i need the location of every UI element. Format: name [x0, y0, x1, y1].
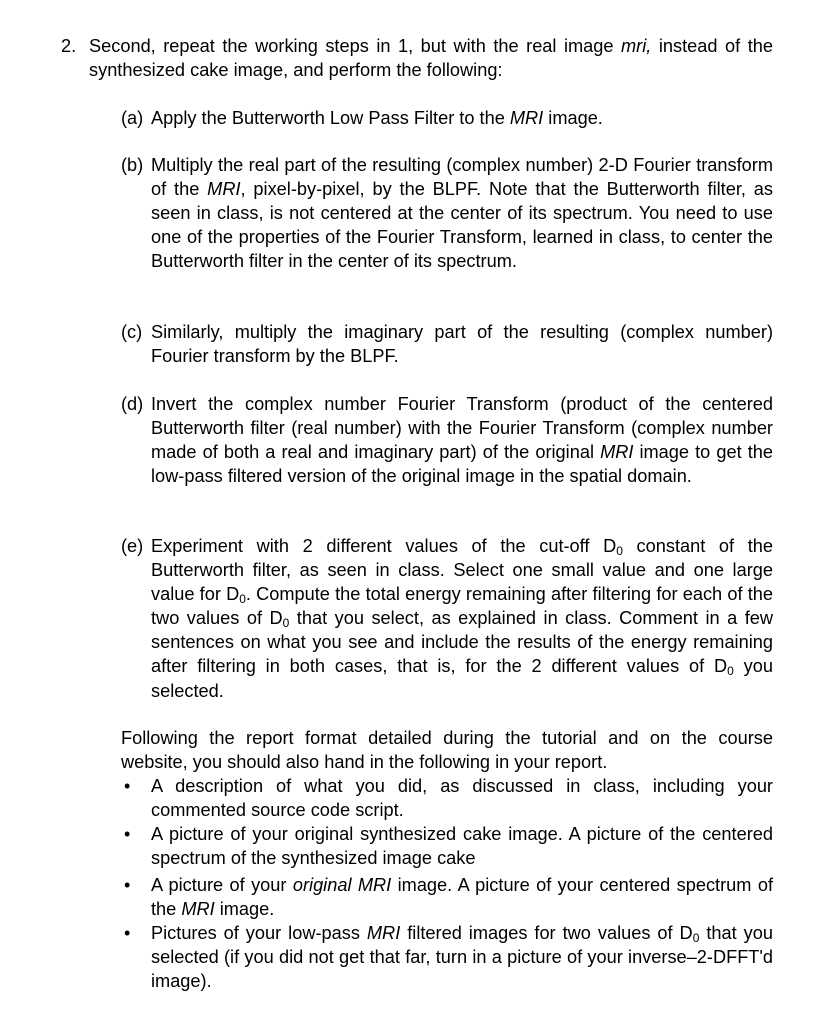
list-item: [121, 774, 773, 822]
part-d: [121, 392, 773, 488]
bullet-icon: •: [124, 923, 131, 943]
bullet-icon: •: [124, 776, 131, 796]
mri-term: mri,: [621, 36, 652, 56]
list-item-text: A picture of your original synthesized cake image. A picture of the centered spectrum of the synthesized image cake: [151, 824, 773, 869]
list-item: [121, 873, 773, 921]
question-number: 2.: [61, 36, 77, 56]
part-c: [121, 320, 773, 368]
mri-term: MRI: [600, 442, 634, 463]
part-a: [121, 106, 773, 130]
bullet-icon: •: [124, 875, 131, 895]
list-item-text: A description of what you did, as discussed in class, including your commented source code script.: [151, 776, 773, 821]
report-intro: Following the report format detailed during the tutorial and on the course website, you should also hand in the following in your report.: [121, 728, 773, 773]
part-label: (b): [121, 155, 144, 175]
part-text: Invert the complex number Fourier Transform (product of the centered Butterworth filter (real number) with the Fourier Transform (complex number made of both a real and imaginary part) of the original MRI image to get the low-pass filtered version of the original image in the spatial domain.: [151, 394, 773, 487]
question-2: [61, 34, 773, 82]
list-item-text: A picture of your original MRI image. A picture of your centered spectrum of the MRI image.: [151, 875, 773, 920]
part-label: (e): [121, 536, 144, 556]
list-item: [121, 822, 773, 870]
part-label: (a): [121, 108, 144, 128]
part-b: [121, 153, 773, 273]
part-text: Experiment with 2 different values of the cut-off $D_0$ constant of the Butterworth filter, as seen in class. Select one small value and one large value for $D_0$. Compute the total energy remaining after filtering for each of the two values of $D_0$ that you select, as explained in class. Comment in a few sentences on what you see and include the results of the energy remaining after filtering in both cases, that is, for the 2 different values of $D_0$ you selected.: [151, 536, 774, 701]
list-item: [121, 921, 773, 993]
bullet-icon: •: [124, 824, 131, 844]
part-label: (d): [121, 394, 144, 414]
list-item-text: Pictures of your low-pass MRI filtered images for two values of $D_0$ that you selected (if you did not get that far, turn in a picture of your inverse–2-DFFT'd image).: [151, 923, 773, 992]
part-text: Apply the Butterworth Low Pass Filter to the MRI image.: [151, 108, 603, 128]
question-intro: Second, repeat the working steps in 1, but with the real image mri, instead of the synthesized cake image, and perform the following:: [89, 36, 773, 81]
mri-term: MRI: [207, 179, 241, 200]
part-e: [121, 534, 773, 703]
mri-term: MRI: [509, 108, 544, 128]
mri-term: MRI: [366, 923, 401, 943]
part-text: Similarly, multiply the imaginary part of the resulting (complex number) Fourier transform by the BLPF.: [151, 322, 773, 367]
mri-term: MRI: [181, 899, 215, 920]
part-text: Multiply the real part of the resulting (complex number) 2-D Fourier transform of the MRI, pixel-by-pixel, by the BLPF. Note that the Butterworth filter, as seen in class, is not centered at the center of its spectrum. You need to use one of the properties of the Fourier Transform, learned in class, to center the Butterworth filter in the center of its spectrum.: [151, 155, 773, 272]
part-label: (c): [121, 322, 143, 342]
